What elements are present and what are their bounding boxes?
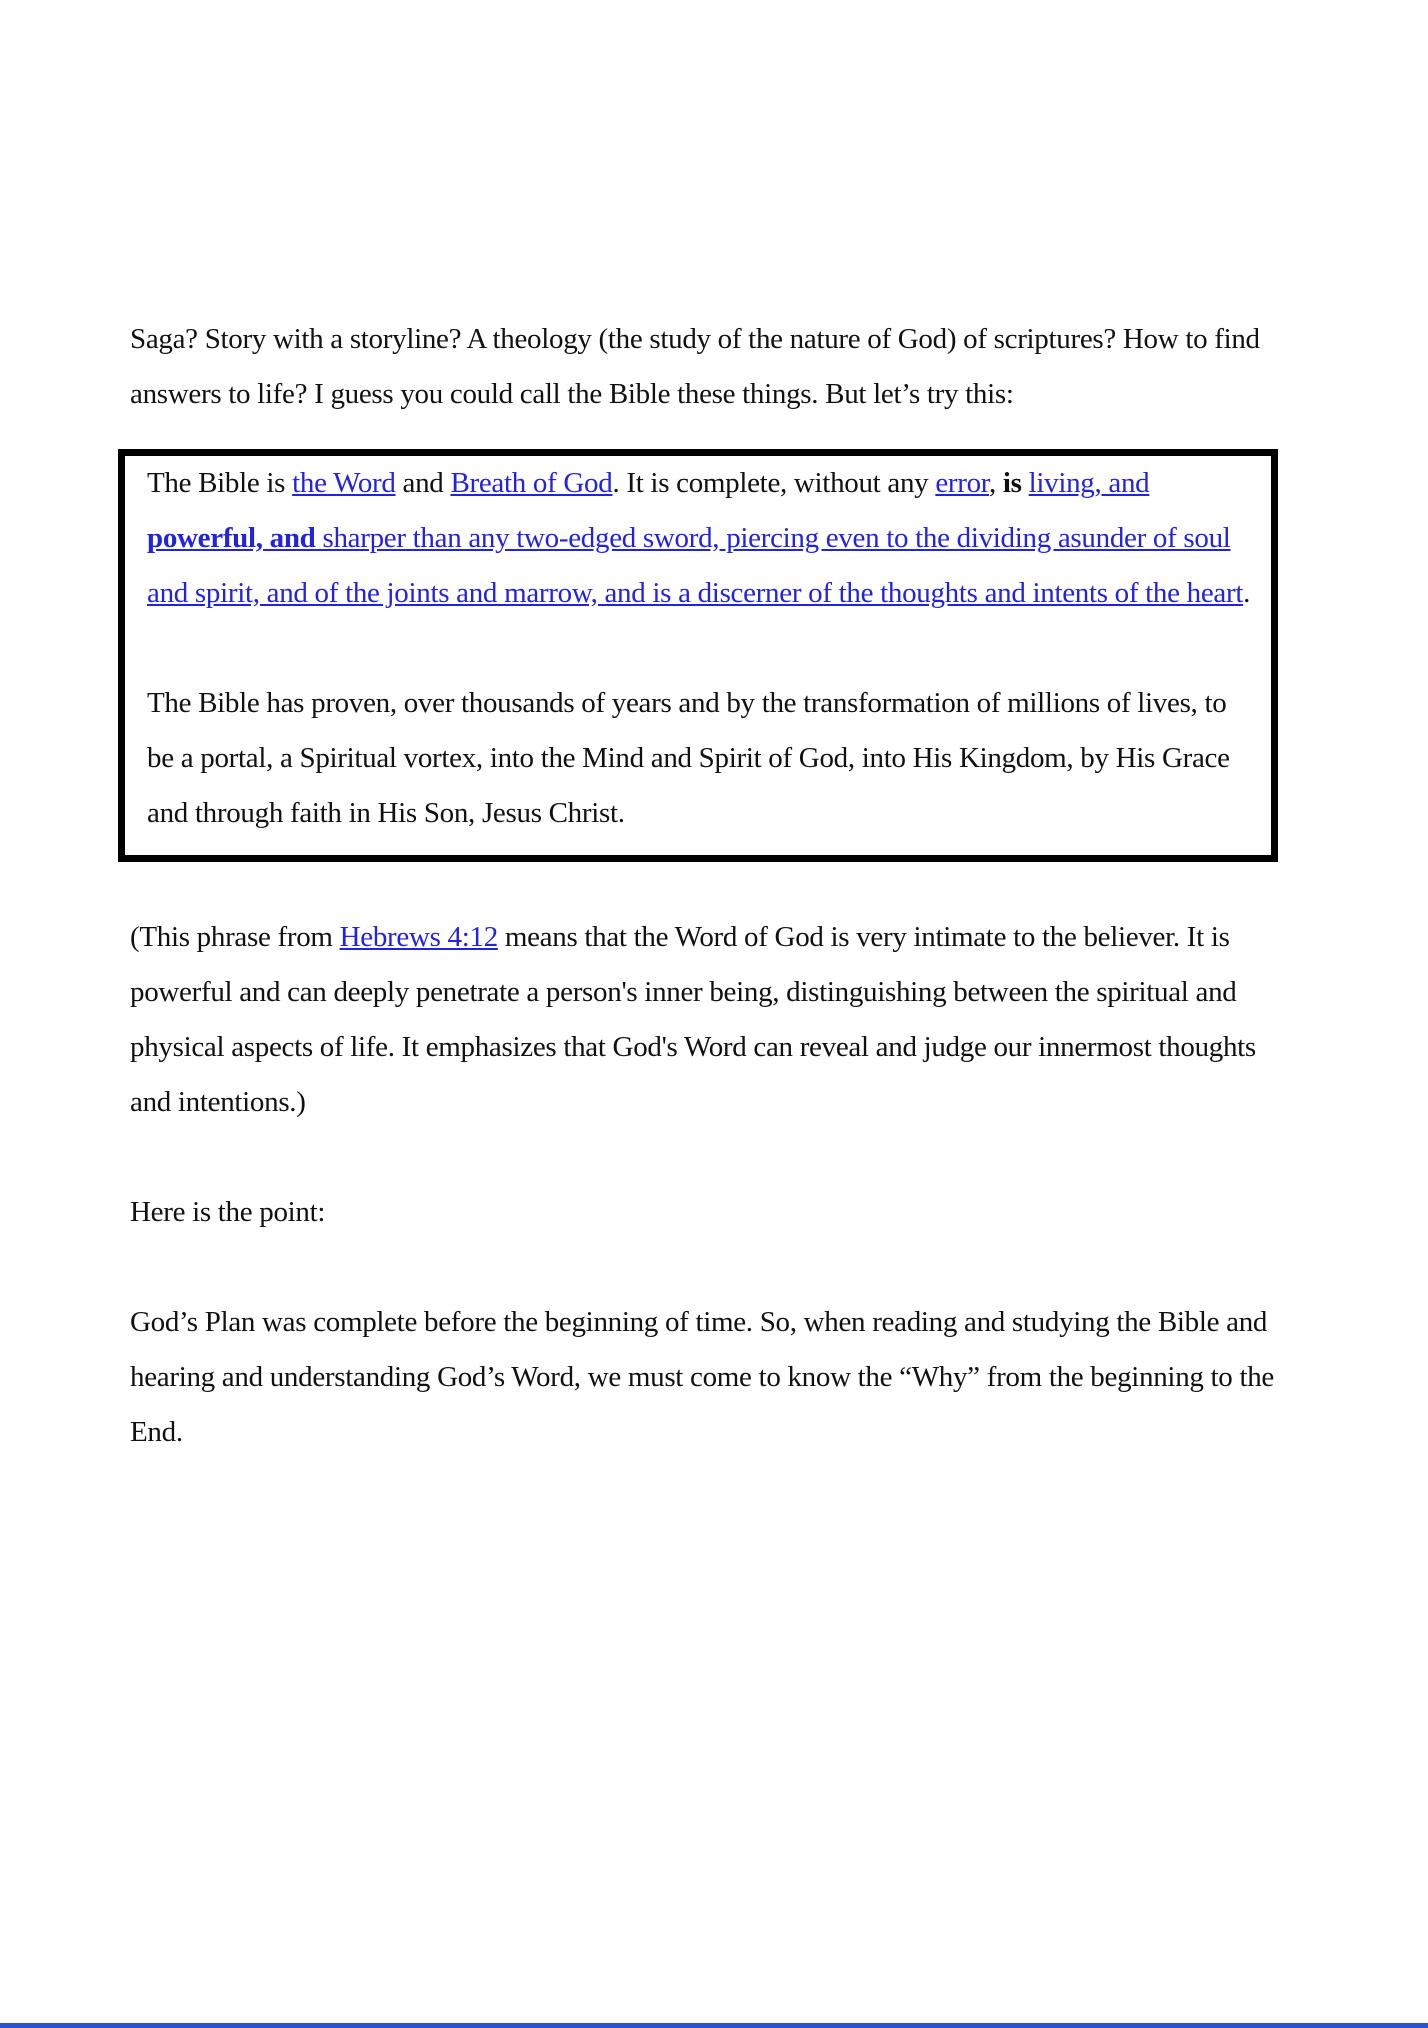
hyperlink[interactable]: living, and — [1028, 467, 1150, 499]
hyperlink[interactable]: Breath of God — [450, 467, 613, 499]
text-run: means that the Word of God is very intimate to the believer. It is powerful and can deeply penetrate a person's inner being, distinguishing between the spiritual and physical aspects of life. It emphasizes that God's Word can reveal and judge our innermost thoughts and intentions.) — [130, 921, 1256, 1118]
paragraph-point-label — [130, 1185, 1300, 1240]
text-run: , — [989, 467, 1003, 499]
text-run: and — [395, 467, 451, 499]
text-run: The Bible has proven, over thousands of years and by the transformation of millions of lives, to be a portal, a Spiritual vortex, into the Mind and Spirit of God, into His Kingdom, by His Grace and through faith in His Son, Jesus Christ. — [147, 687, 1230, 829]
hyperlink[interactable]: Hebrews 4:12 — [339, 921, 498, 953]
quote-box — [118, 449, 1278, 862]
quote-box-paragraph-portal — [147, 676, 1259, 841]
text-run: . — [1243, 577, 1251, 609]
text-run — [1022, 467, 1029, 499]
page-bottom-rule — [0, 2023, 1428, 2028]
paragraph-intro — [130, 312, 1300, 422]
paragraph-explanation — [130, 910, 1300, 1130]
paragraph-conclusion — [130, 1295, 1300, 1460]
text-run: (This phrase from — [130, 921, 340, 953]
hyperlink[interactable]: powerful, and — [147, 522, 316, 554]
text-run: God’s Plan was complete before the beginning of time. So, when reading and studying the Bible and hearing and understanding God’s Word, we must come to know the “Why” from the beginning to the End. — [130, 1306, 1274, 1448]
hyperlink[interactable]: error — [935, 467, 989, 499]
text-run: Here is the point: — [130, 1196, 326, 1228]
hyperlink[interactable]: the Word — [292, 467, 396, 499]
text-run: The Bible is — [147, 467, 293, 499]
text-run: Saga? Story with a storyline? A theology (the study of the nature of God) of scriptures? How to find answers to life? I guess you could call the Bible these things. But let’s try this: — [130, 323, 1260, 410]
bold-text: is — [1002, 467, 1022, 499]
text-run: . It is complete, without any — [612, 467, 936, 499]
document-body-text — [130, 312, 1300, 1460]
hyperlink[interactable]: sharper than any two-edged sword, piercing even to the dividing asunder of soul and spirit, and of the joints and marrow, and is a discerner of the thoughts and intents of the heart — [147, 522, 1244, 609]
quote-box-paragraph-scripture — [147, 456, 1259, 621]
